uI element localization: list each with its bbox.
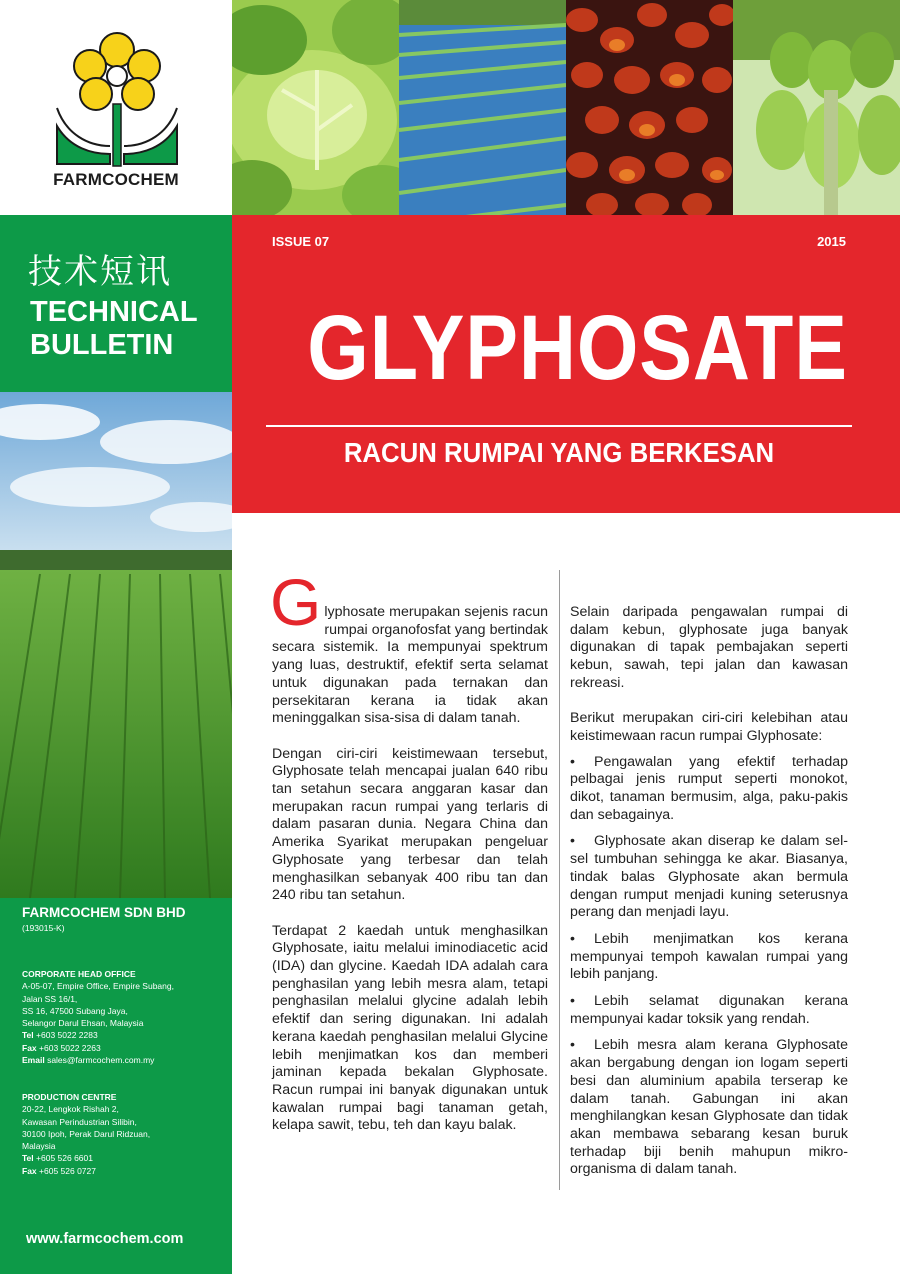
company-info-box [0,898,232,1274]
email-label: Email [22,1055,45,1066]
article-paragraph: Berikut merupakan ciri-ciri kelebihan atau keistimewaan racun rumpai Glyphosate: [570,710,848,744]
benefit-text: Lebih mesra alam kerana Glyphosate akan bergabung dengan ion logam seperti besi dan aluminium apabila terserap ke dalam tanah. Gabungan ini akan menghilangkan kesan Glyphosate dan tidak akan membawa sebarang kesan buruk terhadap biji benih mahupun mikro-organisma di dalam tanah. [570,1037,848,1178]
benefit-text: Lebih selamat digunakan kerana mempunyai kadar toksik yang rendah. [570,993,848,1027]
address-line: 30100 Ipoh, Perak Darul Ridzuan, [22,1128,151,1139]
production-centre-heading: PRODUCTION CENTRE [22,1092,117,1102]
drop-cap: G [270,565,322,639]
tel-label: Tel [22,1153,34,1164]
tel-value: +603 5022 2283 [36,1030,98,1041]
logo-area [0,0,232,215]
hq-fax [22,1042,227,1054]
head-office-block [22,968,227,1066]
tel-value: +605 526 6601 [36,1153,93,1164]
bulletin-title-line2: BULLETIN [30,329,174,361]
page-title: GLYPHOSATE [307,297,848,399]
article-paragraph: Terdapat 2 kaedah untuk menghasilkan Glyphosate, iaitu melalui iminodiacetic acid (IDA) dan glycine. Kaedah IDA adalah cara penghasilan yang lebih mesra alam, tetapi penghasilan melalui glycine adalah lebih efektif dan sering digunakan. Ini adalah kerana kaedah penghasilan melalui Glycine lebih menjimatkan kos dan memberi jaminan kepada bekalan Glyphosate. Racun rumpai ini banyak digunakan untuk kawalan rumpai bagi tanaman getah, kelapa sawit, tebu, teh dan kayu balak. [272,922,548,1134]
address-line: SS 16, 47500 Subang Jaya, [22,1005,128,1016]
column-divider [559,570,560,1190]
bulletin-title-chinese: 技术短讯 [28,252,172,292]
benefit-list-item [570,754,848,825]
brand-name: FARMCOCHEM [53,170,179,189]
hq-email [22,1054,227,1066]
cabbage-photo [232,0,422,215]
production-centre-block [22,1091,227,1177]
sidebar [0,0,232,1274]
address-line: Selangor Darul Ehsan, Malaysia [22,1018,144,1029]
fax-label: Fax [22,1042,37,1053]
bulletin-title-line1: TECHNICAL [30,296,198,328]
head-office-heading: CORPORATE HEAD OFFICE [22,969,136,979]
email-value[interactable]: sales@farmcochem.com.my [47,1055,155,1066]
farmcochem-logo [52,30,182,170]
issue-number: ISSUE 07 [272,234,330,249]
benefit-list-item [570,931,848,984]
field-photo [0,392,232,898]
bulletin-title [30,296,198,362]
benefit-text: Glyphosate akan diserap ke dalam sel-sel tumbuhan sehingga ke akar. Biasanya, tindak balas Glyphosate akan bermula dengan rumput menjadi kuning seterusnya perang dan menjadi layu. [570,833,848,921]
bullet-icon: • [570,833,575,850]
hq-tel [22,1029,227,1041]
bullet-icon: • [570,993,575,1010]
address-line: A-05-07, Empire Office, Empire Subang, [22,981,174,992]
pc-tel [22,1152,227,1164]
company-name: FARMCOCHEM SDN BHD [22,905,186,920]
tel-label: Tel [22,1030,34,1041]
rice-paddy-photo [399,0,566,215]
benefit-list-item [570,833,848,922]
bullet-icon: • [570,1037,575,1054]
title-divider [266,425,852,427]
bullet-icon: • [570,753,575,770]
fax-value: +605 526 0727 [39,1165,96,1176]
page-subtitle: RACUN RUMPAI YANG BERKESAN [343,437,775,468]
fax-value: +603 5022 2263 [39,1042,101,1053]
bullet-icon: • [570,930,575,947]
website-link[interactable]: www.farmcochem.com [26,1231,184,1247]
article-paragraph [270,565,548,728]
benefit-text: Pengawalan yang efektif terhadap pelbagai jenis rumput seperti monokot, dikot, tanaman bermusim, alga, paku-pakis dan sebagainya. [570,753,848,823]
issue-year: 2015 [817,234,846,249]
fax-label: Fax [22,1165,37,1176]
pc-fax [22,1165,227,1177]
address-line: Jalan SS 16/1, [22,993,78,1004]
benefit-list-item [570,1037,848,1179]
article-column-2 [570,604,848,1188]
benefit-list-item [570,993,848,1028]
address-line: Malaysia [22,1141,56,1152]
address-line: 20-22, Lengkok Rishah 2, [22,1104,119,1115]
paragraph-text: lyphosate merupakan sejenis racun rumpai organofosfat yang bertindak secara sistemik. Ia mempunyai spektrum yang luas, destruktif, efektif serta selamat untuk digunakan pada ternakan dan persekitaran kerana ia tidak akan meninggalkan sisa-sisa di dalam tanah. [272,604,548,727]
article-column-1 [270,565,548,1153]
crop-photo-strip [232,0,900,215]
oil-palm-photo [566,0,735,215]
papaya-photo [733,0,900,215]
address-line: Kawasan Perindustrian Silibin, [22,1116,137,1127]
article-paragraph: Dengan ciri-ciri keistimewaan tersebut, Glyphosate telah mencapai jualan 640 ribu tan setahun secara anggaran kasar dan merupakan racun rumpai yang terlaris di dalam pasaran dunia. Negara China dan Amerika Syarikat merupakan pengeluar Glyphosate yang terbesar dan telah menghasilkan sebanyak 400 ribu tan dan 240 ribu tan setahun. [272,745,548,904]
article-paragraph: Selain daripada pengawalan rumpai di dalam kebun, glyphosate juga banyak digunakan di tapak pembajakan seperti kebun, sawah, tepi jalan dan kawasan rekreasi. [570,604,848,691]
company-registration: (193015-K) [22,923,65,933]
benefit-text: Lebih menjimatkan kos kerana mempunyai tempoh kawalan rumpai yang lebih panjang. [570,930,848,983]
